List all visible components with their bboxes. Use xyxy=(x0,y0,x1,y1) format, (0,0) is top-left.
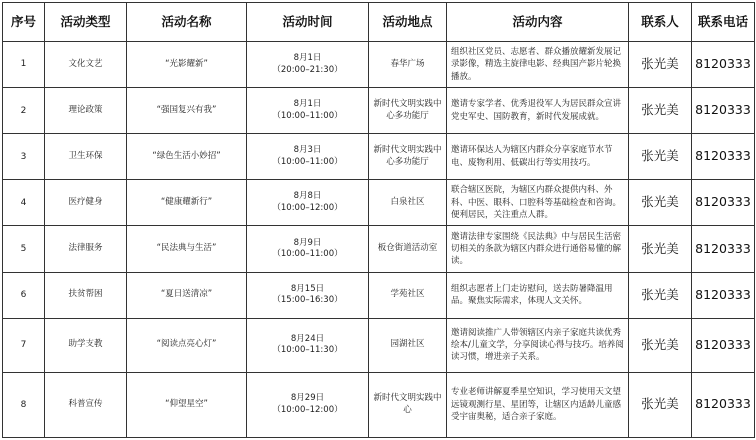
activity-time-range: （10:00–11:00） xyxy=(272,110,343,121)
activity-content: 联合辖区医院，为辖区内群众提供内科、外科、中医、眼科、口腔科等基础检查和咨询。便利居民，关注重点人群。 xyxy=(447,180,629,226)
activity-time xyxy=(247,226,369,272)
row-number: 2 xyxy=(3,88,45,134)
activity-time-range: （20:00–21:30） xyxy=(272,64,343,75)
activity-name: “仰望星空” xyxy=(127,372,247,437)
activity-content: 组织志愿者上门走访慰问，送去防暑降温用品。聚焦实际需求，体现人文关怀。 xyxy=(447,272,629,318)
activity-time xyxy=(247,318,369,372)
activity-type: 卫生环保 xyxy=(45,134,127,180)
activity-time-range: （10:00–11:00） xyxy=(272,156,343,167)
contact-person: 张光美 xyxy=(629,42,692,88)
activity-time xyxy=(247,42,369,88)
header-content: 活动内容 xyxy=(447,3,629,42)
activity-time xyxy=(247,88,369,134)
table-row xyxy=(3,372,755,437)
activity-time-range: （15:00–16:30） xyxy=(272,295,343,306)
activity-date: 8月9日 xyxy=(293,237,322,248)
contact-phone: 8120333 xyxy=(692,318,755,372)
header-name: 活动名称 xyxy=(127,3,247,42)
contact-phone: 8120333 xyxy=(692,372,755,437)
table-row xyxy=(3,272,755,318)
activity-content: 邀请专家学者、优秀退役军人为居民群众宣讲党史军史、国防教育，新时代发展成就。 xyxy=(447,88,629,134)
activity-time xyxy=(247,272,369,318)
activity-content: 邀请阅读推广人带领辖区内亲子家庭共读优秀绘本/儿童文学，分享阅读心得与技巧。培养阅读习惯，增进亲子关系。 xyxy=(447,318,629,372)
row-number: 1 xyxy=(3,42,45,88)
table-row xyxy=(3,226,755,272)
activity-content: 邀请法律专家围绕《民法典》中与居民生活密切相关的条款为辖区内群众进行通俗易懂的解读。 xyxy=(447,226,629,272)
activity-name: “绿色生活小妙招” xyxy=(127,134,247,180)
header-type: 活动类型 xyxy=(45,3,127,42)
activity-type: 医疗健身 xyxy=(45,180,127,226)
row-number: 7 xyxy=(3,318,45,372)
contact-person: 张光美 xyxy=(629,372,692,437)
activity-time-range: （10:00–12:00） xyxy=(272,404,343,415)
table-row xyxy=(3,134,755,180)
table-header-row xyxy=(3,3,755,42)
activity-content: 邀请环保达人为辖区内群众分享家庭节水节电、废物利用、低碳出行等实用技巧。 xyxy=(447,134,629,180)
activity-time-range: （10:00–12:00） xyxy=(272,202,343,213)
header-phone: 联系电话 xyxy=(692,3,755,42)
table-row xyxy=(3,88,755,134)
contact-phone: 8120333 xyxy=(692,88,755,134)
row-number: 6 xyxy=(3,272,45,318)
activity-type: 法律服务 xyxy=(45,226,127,272)
activity-date: 8月24日 xyxy=(290,333,325,344)
activity-date: 8月15日 xyxy=(290,283,325,294)
activity-place: 学苑社区 xyxy=(369,272,447,318)
activity-place: 白泉社区 xyxy=(369,180,447,226)
activity-date: 8月8日 xyxy=(293,191,322,202)
contact-phone: 8120333 xyxy=(692,226,755,272)
activity-type: 扶贫帮困 xyxy=(45,272,127,318)
activity-type: 理论政策 xyxy=(45,88,127,134)
header-contact: 联系人 xyxy=(629,3,692,42)
activity-place: 新时代文明实践中心 xyxy=(369,372,447,437)
activity-name: “阅读点亮心灯” xyxy=(127,318,247,372)
activity-content: 专业老师讲解夏季星空知识，学习使用天文望远镜观测行星、星团等，让辖区内适龄儿童感受宇宙奥秘，适合亲子家庭。 xyxy=(447,372,629,437)
header-time: 活动时间 xyxy=(247,3,369,42)
contact-person: 张光美 xyxy=(629,318,692,372)
row-number: 3 xyxy=(3,134,45,180)
activity-type: 科普宣传 xyxy=(45,372,127,437)
contact-person: 张光美 xyxy=(629,272,692,318)
activity-name: “健康耀新行” xyxy=(127,180,247,226)
row-number: 8 xyxy=(3,372,45,437)
activity-place: 园湖社区 xyxy=(369,318,447,372)
contact-phone: 8120333 xyxy=(692,180,755,226)
contact-person: 张光美 xyxy=(629,226,692,272)
activity-time xyxy=(247,372,369,437)
activity-schedule-table xyxy=(2,2,755,438)
activity-place: 板仓街道活动室 xyxy=(369,226,447,272)
table-row xyxy=(3,318,755,372)
activity-place: 春华广场 xyxy=(369,42,447,88)
contact-person: 张光美 xyxy=(629,88,692,134)
activity-time xyxy=(247,180,369,226)
activity-time-range: （10:00–11:00） xyxy=(272,248,343,259)
activity-name: “强国复兴有我” xyxy=(127,88,247,134)
activity-time-range: （10:00–11:30） xyxy=(272,345,343,356)
contact-phone: 8120333 xyxy=(692,134,755,180)
activity-date: 8月1日 xyxy=(293,99,322,110)
contact-phone: 8120333 xyxy=(692,272,755,318)
row-number: 4 xyxy=(3,180,45,226)
header-no: 序号 xyxy=(3,3,45,42)
activity-date: 8月3日 xyxy=(293,145,322,156)
activity-type: 助学支教 xyxy=(45,318,127,372)
activity-name: “夏日送清凉” xyxy=(127,272,247,318)
activity-place: 新时代文明实践中心多功能厅 xyxy=(369,88,447,134)
activity-date: 8月1日 xyxy=(293,53,322,64)
activity-content: 组织社区党员、志愿者、群众播放耀新发展记录影像，精选主旋律电影、经典国产影片轮换播放。 xyxy=(447,42,629,88)
contact-person: 张光美 xyxy=(629,180,692,226)
contact-person: 张光美 xyxy=(629,134,692,180)
activity-date: 8月29日 xyxy=(290,393,325,404)
activity-place: 新时代文明实践中心多功能厅 xyxy=(369,134,447,180)
table-row xyxy=(3,42,755,88)
activity-name: “民法典与生活” xyxy=(127,226,247,272)
header-place: 活动地点 xyxy=(369,3,447,42)
activity-time xyxy=(247,134,369,180)
activity-type: 文化文艺 xyxy=(45,42,127,88)
row-number: 5 xyxy=(3,226,45,272)
activity-name: “光影耀新” xyxy=(127,42,247,88)
contact-phone: 8120333 xyxy=(692,42,755,88)
table-row xyxy=(3,180,755,226)
